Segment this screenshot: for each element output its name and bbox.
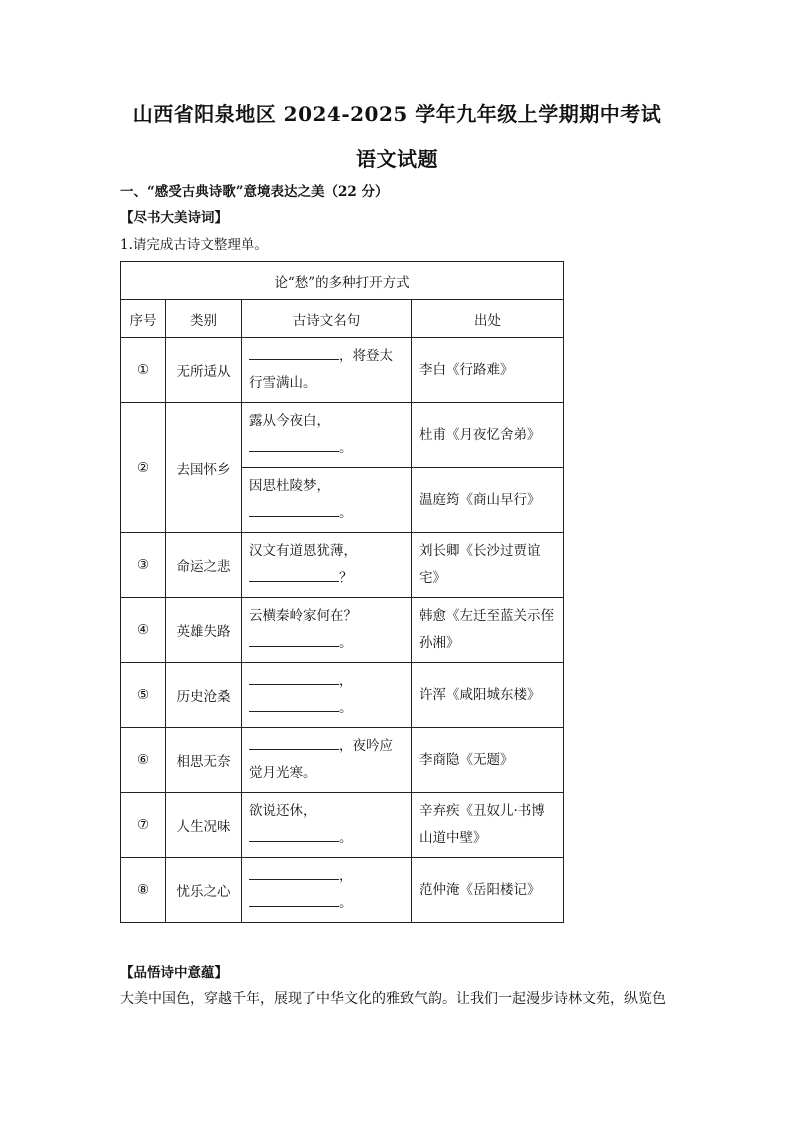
poem-table xyxy=(120,261,564,923)
poem-text: 云横秦岭家何在？ xyxy=(249,608,357,624)
question-text: 1.请完成古诗文整理单。 xyxy=(120,237,268,253)
poem-text: 。 xyxy=(339,505,353,521)
poem-line-cell xyxy=(242,858,412,923)
poem-text: ，夜吟应 xyxy=(339,738,393,754)
poem-line-cell xyxy=(242,728,412,793)
table-row xyxy=(121,403,564,468)
table-row xyxy=(121,858,564,923)
row-number: ⑤ xyxy=(121,663,166,728)
header-cell: 序号 xyxy=(121,300,166,338)
poem-text: 。 xyxy=(339,895,353,911)
poem-text: 行雪满山。 xyxy=(249,375,317,391)
poem-line xyxy=(249,500,404,527)
source-cell: 李商隐《无题》 xyxy=(412,728,564,793)
poem-line xyxy=(249,798,404,825)
poem-text: ， xyxy=(339,868,353,884)
row-category: 命运之悲 xyxy=(166,533,242,598)
poem-line xyxy=(249,890,404,917)
poem-line xyxy=(249,565,404,592)
source-cell: 辛弃疾《丑奴儿·书博山道中壁》 xyxy=(412,793,564,858)
fill-in-blank[interactable] xyxy=(249,865,339,880)
source-cell: 杜甫《月夜忆舍弟》 xyxy=(412,403,564,468)
poem-line xyxy=(249,825,404,852)
poem-line-cell xyxy=(242,598,412,663)
row-category: 历史沧桑 xyxy=(166,663,242,728)
row-category: 相思无奈 xyxy=(166,728,242,793)
fill-in-blank[interactable] xyxy=(249,632,339,647)
fill-in-blank[interactable] xyxy=(249,437,339,452)
source-cell: 许浑《咸阳城东楼》 xyxy=(412,663,564,728)
source-cell: 范仲淹《岳阳楼记》 xyxy=(412,858,564,923)
row-number: ② xyxy=(121,403,166,533)
poem-line xyxy=(249,538,404,565)
poem-text: 。 xyxy=(339,700,353,716)
subsection-heading: 【品悟诗中意蕴】 xyxy=(120,965,228,981)
row-category: 人生况味 xyxy=(166,793,242,858)
header-cell: 古诗文名句 xyxy=(242,300,412,338)
row-number: ⑥ xyxy=(121,728,166,793)
poem-text: 。 xyxy=(339,635,353,651)
source-cell: 韩愈《左迁至蓝关示侄孙湘》 xyxy=(412,598,564,663)
fill-in-blank[interactable] xyxy=(249,502,339,517)
source-cell: 李白《行路难》 xyxy=(412,338,564,403)
poem-text: ？ xyxy=(339,570,353,586)
poem-line xyxy=(249,370,404,397)
row-category: 英雄失路 xyxy=(166,598,242,663)
poem-line xyxy=(249,435,404,462)
poem-line xyxy=(249,343,404,370)
header-cell: 出处 xyxy=(412,300,564,338)
poem-line xyxy=(249,473,404,500)
table-row xyxy=(121,338,564,403)
fill-in-blank[interactable] xyxy=(249,892,339,907)
poem-text: 。 xyxy=(339,830,353,846)
subsection-heading: 【尽书大美诗词】 xyxy=(120,210,228,226)
header-cell: 类别 xyxy=(166,300,242,338)
table-row xyxy=(121,598,564,663)
fill-in-blank[interactable] xyxy=(249,670,339,685)
poem-line xyxy=(249,603,404,630)
row-category: 忧乐之心 xyxy=(166,858,242,923)
source-cell: 刘长卿《长沙过贾谊宅》 xyxy=(412,533,564,598)
poem-line xyxy=(249,695,404,722)
poem-text: 汉文有道恩犹薄， xyxy=(249,543,357,559)
poem-text: ， xyxy=(339,673,353,689)
poem-line-cell xyxy=(242,533,412,598)
poem-text: 。 xyxy=(339,440,353,456)
poem-line xyxy=(249,668,404,695)
poem-line-cell xyxy=(242,468,412,533)
poem-line xyxy=(249,863,404,890)
exam-title: 山西省阳泉地区 2024-2025 学年九年级上学期期中考试 xyxy=(132,102,662,126)
fill-in-blank[interactable] xyxy=(249,735,339,750)
poem-line-cell xyxy=(242,663,412,728)
row-number: ⑧ xyxy=(121,858,166,923)
fill-in-blank[interactable] xyxy=(249,345,339,360)
table-row xyxy=(121,663,564,728)
fill-in-blank[interactable] xyxy=(249,827,339,842)
poem-line-cell xyxy=(242,403,412,468)
poem-line xyxy=(249,733,404,760)
poem-line xyxy=(249,408,404,435)
poem-text: ，将登太 xyxy=(339,348,393,364)
row-number: ① xyxy=(121,338,166,403)
row-category: 无所适从 xyxy=(166,338,242,403)
row-number: ④ xyxy=(121,598,166,663)
poem-text: 欲说还休， xyxy=(249,803,317,819)
poem-line-cell xyxy=(242,793,412,858)
paragraph-text: 大美中国色，穿越千年，展现了中华文化的雅致气韵。让我们一起漫步诗林文苑，纵览色 xyxy=(120,991,666,1007)
poem-text: 因思杜陵梦， xyxy=(249,478,330,494)
table-row xyxy=(121,793,564,858)
table-row xyxy=(121,533,564,598)
row-number: ⑦ xyxy=(121,793,166,858)
exam-subtitle: 语文试题 xyxy=(356,147,438,171)
section-heading: 一、“感受古典诗歌”意境表达之美（22 分） xyxy=(120,184,389,200)
fill-in-blank[interactable] xyxy=(249,567,339,582)
poem-line xyxy=(249,630,404,657)
source-cell: 温庭筠《商山早行》 xyxy=(412,468,564,533)
poem-line xyxy=(249,760,404,787)
table-caption: 论“愁”的多种打开方式 xyxy=(121,262,564,300)
row-category: 去国怀乡 xyxy=(166,403,242,533)
poem-text: 露从今夜白， xyxy=(249,413,330,429)
row-number: ③ xyxy=(121,533,166,598)
fill-in-blank[interactable] xyxy=(249,697,339,712)
poem-line-cell xyxy=(242,338,412,403)
poem-text: 觉月光寒。 xyxy=(249,765,317,781)
table-row xyxy=(121,728,564,793)
